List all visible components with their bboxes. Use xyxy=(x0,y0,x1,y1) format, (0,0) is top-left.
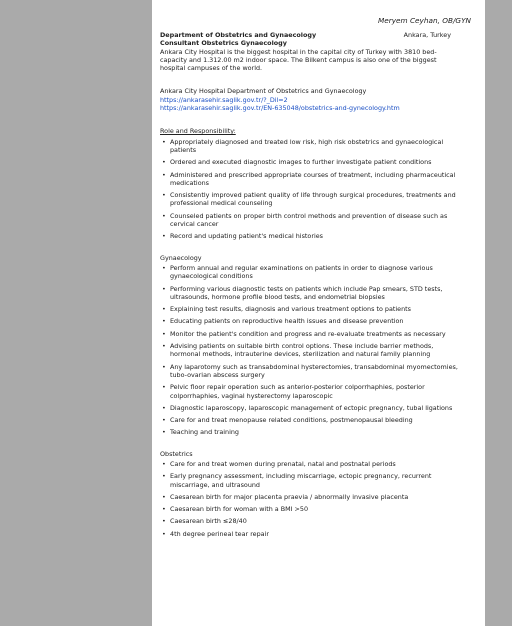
list-item: • Administered and prescribed appropriate courses of treatment, including pharmaceutical medications xyxy=(160,171,463,188)
list-item: • Explaining test results, diagnosis and various treatment options to patients xyxy=(160,305,463,313)
department-title: Department of Obstetrics and Gynaecology xyxy=(160,31,317,39)
list-item: • Caesarean birth for woman with a BMI >50 xyxy=(160,505,463,513)
list-item: • Pelvic floor repair operation such as anterior-posterior colporrhaphies, posterior colporrhaphies, vaginal hysterectomy laparoscopic xyxy=(160,383,463,400)
list-item: • Monitor the patient's condition and progress and re-evaluate treatments as necessary xyxy=(160,330,463,338)
reference-name: Ankara City Hospital Department of Obstetrics and Gynaecology xyxy=(160,87,367,96)
list-item: • Caesarean birth for major placenta praevia / abnormally invasive placenta xyxy=(160,493,463,501)
list-item: • Perform annual and regular examinations on patients in order to diagnose various gynaecological conditions xyxy=(160,264,463,281)
list-item: • Record and updating patient's medical histories xyxy=(160,232,463,240)
list-item: • Teaching and training xyxy=(160,428,463,436)
list-item: • Caesarean birth ≤28/40 xyxy=(160,517,463,525)
section-title: Obstetrics xyxy=(160,449,193,458)
section-title: Gynaecology xyxy=(160,253,202,262)
hospital-description: Ankara City Hospital is the biggest hospital in the capital city of Turkey with 3810 bed-capacity and 1.312.00 m2 indoor space. The Bilkent campus is also one of the biggest hospital campuses of the world. xyxy=(160,47,437,73)
section-gynaecology xyxy=(160,254,463,437)
list-item: • Advising patients on suitable birth control options. These include barrier methods, hormonal methods, intrauterine devices, sterilization and natural family planning xyxy=(160,342,463,359)
position-title: Consultant Obstetrics Gynaecology xyxy=(160,39,287,48)
hospital-link[interactable]: https://ankarasehir.saglik.gov.tr/?_Dil=2 xyxy=(160,95,288,104)
list-item: • Educating patients on reproductive health issues and disease prevention xyxy=(160,317,463,325)
obstetrics-list xyxy=(160,460,463,538)
list-item: • Care for and treat menopause related conditions, postmenopausal bleeding xyxy=(160,416,463,424)
gynaecology-list xyxy=(160,264,463,437)
list-item: • Any laparotomy such as transabdominal hysterectomies, transabdominal myomectomies, tubo-ovarian abscess surgery xyxy=(160,363,463,380)
list-item: • Appropriately diagnosed and treated low risk, high risk obstetrics and gynaecological patients xyxy=(160,138,463,155)
list-item: • Performing various diagnostic tests on patients which include Pap smears, STD tests, ultrasounds, hormone profile blood tests, and endometrial biopsies xyxy=(160,285,463,302)
list-item: • Consistently improved patient quality of life through surgical procedures, treatments and professional medical counseling xyxy=(160,191,463,208)
section-title: Role and Responsibility: xyxy=(160,127,236,136)
list-item: • Early pregnancy assessment, including miscarriage, ectopic pregnancy, recurrent miscarriage, and ultrasound xyxy=(160,472,463,489)
section-obstetrics xyxy=(160,450,463,538)
list-item: • Diagnostic laparoscopy, laparoscopic management of ectopic pregnancy, tubal ligations xyxy=(160,404,463,412)
list-item: • 4th degree perineal tear repair xyxy=(160,530,463,538)
author-location: Ankara, Turkey xyxy=(403,31,451,39)
list-item: • Care for and treat women during prenatal, natal and postnatal periods xyxy=(160,460,463,468)
document-page xyxy=(152,0,485,626)
author-name: Meryem Ceyhan, OB/GYN xyxy=(377,16,471,25)
list-item: • Ordered and executed diagnostic images to further investigate patient conditions xyxy=(160,158,463,166)
section-role xyxy=(160,127,463,240)
list-item: • Counseled patients on proper birth control methods and prevention of disease such as cervical cancer xyxy=(160,212,463,229)
document-content xyxy=(160,31,463,542)
department-link[interactable]: https://ankarasehir.saglik.gov.tr/EN-635048/obstetrics-and-gynecology.htm xyxy=(160,104,400,113)
role-list xyxy=(160,138,463,241)
